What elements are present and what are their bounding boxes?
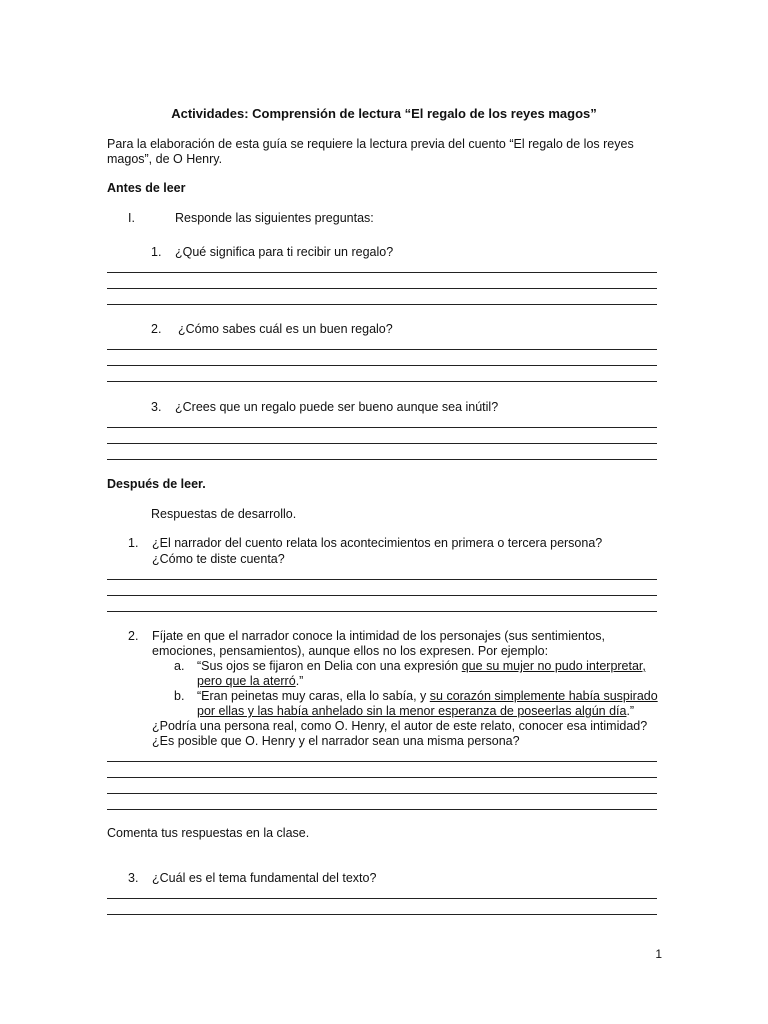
- question-number: 1.: [151, 245, 162, 259]
- underlined-text: por ellas y las había anhelado sin la menor esperanza de poseerlas algún día: [197, 704, 627, 718]
- question-number: 3.: [151, 400, 162, 414]
- answer-line: [107, 777, 657, 778]
- page-number: 1: [655, 947, 662, 961]
- answer-line: [107, 611, 657, 612]
- question-text: ¿Qué significa para ti recibir un regalo?: [175, 245, 394, 259]
- answer-line: [107, 349, 657, 350]
- example-text: “Eran peinetas muy caras, ella lo sabía, y: [197, 689, 430, 703]
- question-text: ¿Cómo sabes cuál es un buen regalo?: [178, 322, 393, 336]
- question-text-line-2: emociones, pensamientos), aunque ellos no los expresen. Por ejemplo:: [152, 644, 549, 658]
- example-b-line-1: [197, 689, 658, 703]
- answer-line: [107, 381, 657, 382]
- underlined-text: su corazón simplemente había suspirado: [429, 689, 658, 703]
- example-b-line-2: [197, 704, 634, 718]
- example-text: .”: [626, 704, 635, 718]
- example-label: b.: [174, 689, 185, 703]
- question-text: ¿Cuál es el tema fundamental del texto?: [152, 871, 377, 885]
- intro-line-2: magos”, de O Henry.: [107, 152, 223, 166]
- question-text-line-3: ¿Podría una persona real, como O. Henry, el autor de este relato, conocer esa intimidad?: [152, 719, 648, 733]
- example-label: a.: [174, 659, 185, 673]
- after-subheading: Respuestas de desarrollo.: [151, 507, 297, 521]
- page-title: Actividades: Comprensión de lectura “El regalo de los reyes magos”: [171, 106, 597, 121]
- section-number: I.: [128, 211, 135, 225]
- question-number: 2.: [151, 322, 162, 336]
- question-text-line-1: ¿El narrador del cuento relata los acontecimientos en primera o tercera persona?: [152, 536, 603, 550]
- question-text-line-2: ¿Cómo te diste cuenta?: [152, 552, 285, 566]
- answer-line: [107, 809, 657, 810]
- answer-line: [107, 914, 657, 915]
- answer-line: [107, 427, 657, 428]
- example-a-line-2: [197, 674, 303, 688]
- example-a-line-1: [197, 659, 646, 673]
- answer-line: [107, 304, 657, 305]
- example-text: “Sus ojos se fijaron en Delia con una expresión: [197, 659, 462, 673]
- answer-line: [107, 761, 657, 762]
- answer-line: [107, 365, 657, 366]
- question-text: ¿Crees que un regalo puede ser bueno aunque sea inútil?: [175, 400, 499, 414]
- underlined-text: pero que la aterró: [197, 674, 296, 688]
- question-number: 1.: [128, 536, 139, 550]
- question-text-line-4: ¿Es posible que O. Henry y el narrador sean una misma persona?: [152, 734, 520, 748]
- intro-line-1: Para la elaboración de esta guía se requiere la lectura previa del cuento “El regalo de los reyes: [107, 137, 634, 151]
- answer-line: [107, 595, 657, 596]
- question-text-line-1: Fíjate en que el narrador conoce la intimidad de los personajes (sus sentimientos,: [152, 629, 606, 643]
- after-reading-heading: Después de leer.: [107, 477, 206, 491]
- answer-line: [107, 459, 657, 460]
- answer-line: [107, 272, 657, 273]
- answer-line: [107, 793, 657, 794]
- answer-line: [107, 579, 657, 580]
- answer-line: [107, 288, 657, 289]
- comment-instruction: Comenta tus respuestas en la clase.: [107, 826, 310, 840]
- answer-line: [107, 898, 657, 899]
- underlined-text: que su mujer no pudo interpretar,: [461, 659, 646, 673]
- question-number: 2.: [128, 629, 139, 643]
- question-number: 3.: [128, 871, 139, 885]
- before-reading-heading: Antes de leer: [107, 181, 186, 195]
- section-label: Responde las siguientes preguntas:: [175, 211, 374, 225]
- answer-line: [107, 443, 657, 444]
- example-text: .”: [295, 674, 304, 688]
